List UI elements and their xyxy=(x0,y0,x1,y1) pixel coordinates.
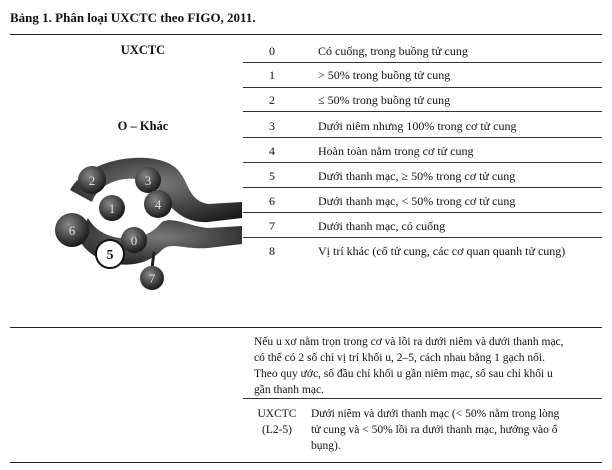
row-desc-7: Dưới thanh mạc, có cuống xyxy=(318,219,446,233)
row-desc-1: > 50% trong buồng tử cung xyxy=(318,68,451,82)
row-code-6: 6 xyxy=(269,194,275,208)
row-code-5: 5 xyxy=(269,169,275,183)
row-divider xyxy=(243,187,602,188)
table-title: Bảng 1. Phân loại UXCTC theo FIGO, 2011. xyxy=(10,10,256,25)
table-middle-rule xyxy=(10,327,602,328)
row-divider xyxy=(243,212,602,213)
table-bottom-rule xyxy=(10,462,602,463)
row-code-1: 1 xyxy=(269,68,275,82)
fibroid-stalk xyxy=(152,252,154,268)
row-divider xyxy=(243,111,602,112)
row-desc-2: ≤ 50% trong buồng tử cung xyxy=(318,93,451,107)
row-code-2: 2 xyxy=(269,93,275,107)
row-desc-8: Vị trí khác (cổ tử cung, các cơ quan quanh tử cung) xyxy=(318,244,566,258)
uterus-fibroid-diagram xyxy=(48,148,248,298)
diagram-label: 7 xyxy=(148,271,156,286)
row-divider xyxy=(243,137,602,138)
diagram-label: 4 xyxy=(154,197,162,212)
row-divider xyxy=(243,62,602,63)
row-divider xyxy=(243,398,602,399)
row-code-0: 0 xyxy=(269,44,275,58)
diagram-label: 5 xyxy=(106,248,114,263)
subrow-code xyxy=(250,406,304,438)
row-code-7: 7 xyxy=(269,219,275,233)
row-desc-0: Có cuống, trong buồng tử cung xyxy=(318,44,468,58)
row-divider xyxy=(243,237,602,238)
diagram-label: 1 xyxy=(108,201,116,216)
diagram-label: 2 xyxy=(88,173,96,188)
table-top-rule xyxy=(10,34,602,35)
diagram-label: 6 xyxy=(68,223,76,238)
category-other: O – Khác xyxy=(117,119,169,133)
row-desc-5: Dưới thanh mạc, ≥ 50% trong cơ tử cung xyxy=(318,169,516,183)
row-desc-3: Dưới niêm nhưng 100% trong cơ tử cung xyxy=(318,119,517,133)
table-note: Nếu u xơ nằm trọn trong cơ và lồi ra dưới niêm và dưới thanh mạc, có thể có 2 số chỉ vị trí khối u, 2–5, cách nhau bằng 1 gạch nối. Theo quy ước, số đầu chỉ khối u gần niêm mạc, số sau chỉ khối u gần thanh mạc. xyxy=(254,336,564,396)
row-code-4: 4 xyxy=(269,144,275,158)
row-desc-6: Dưới thanh mạc, < 50% trong cơ tử cung xyxy=(318,194,516,208)
row-code-3: 3 xyxy=(269,119,275,133)
subrow-desc: Dưới niêm và dưới thanh mạc (< 50% nằm trong lòng tử cung và < 50% lồi ra dưới thanh mạc, hướng vào ổ bụng). xyxy=(311,408,560,452)
diagram-label: 3 xyxy=(144,173,152,188)
row-divider xyxy=(243,87,602,88)
row-divider xyxy=(243,162,602,163)
diagram-label: 0 xyxy=(130,233,138,248)
category-uxctc: UXCTC xyxy=(120,43,166,57)
row-desc-4: Hoàn toàn nằm trong cơ tử cung xyxy=(318,144,474,158)
row-code-8: 8 xyxy=(269,244,275,258)
subrow-code-line1: UXCTC xyxy=(257,408,297,420)
subrow-code-line2: (L2-5) xyxy=(261,424,292,436)
